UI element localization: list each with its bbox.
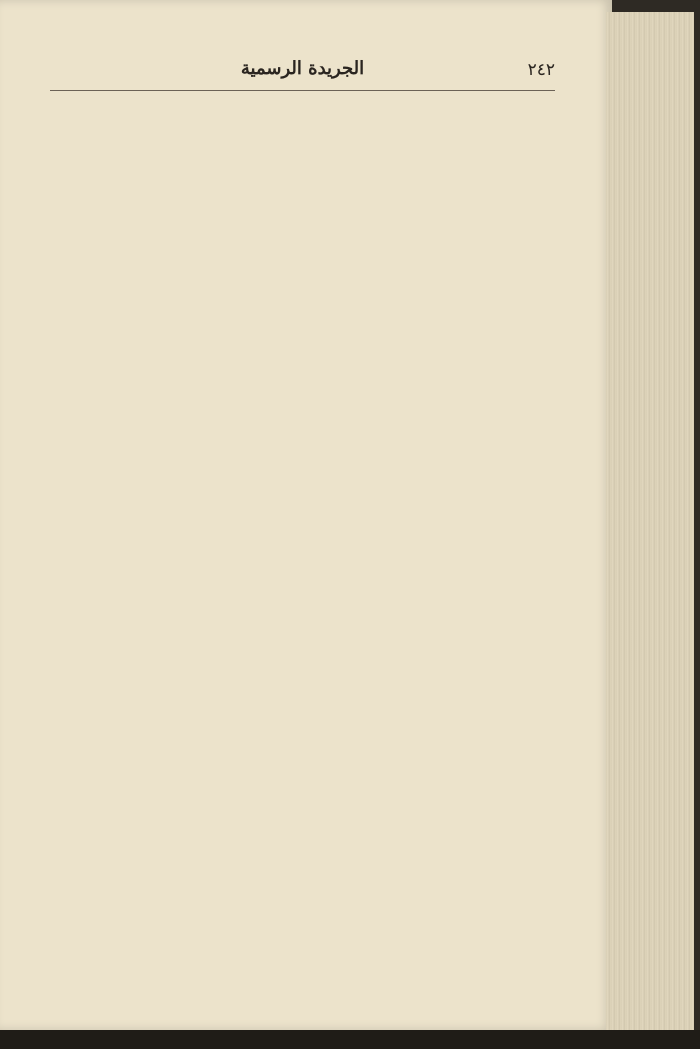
- page-number: ٢٤٢: [527, 60, 555, 80]
- page-header: [50, 56, 555, 86]
- book-bottom-edge: [0, 1030, 700, 1049]
- header-rule: [50, 90, 555, 91]
- page-edges: [606, 12, 694, 1032]
- journal-title: الجريدة الرسمية: [240, 58, 365, 79]
